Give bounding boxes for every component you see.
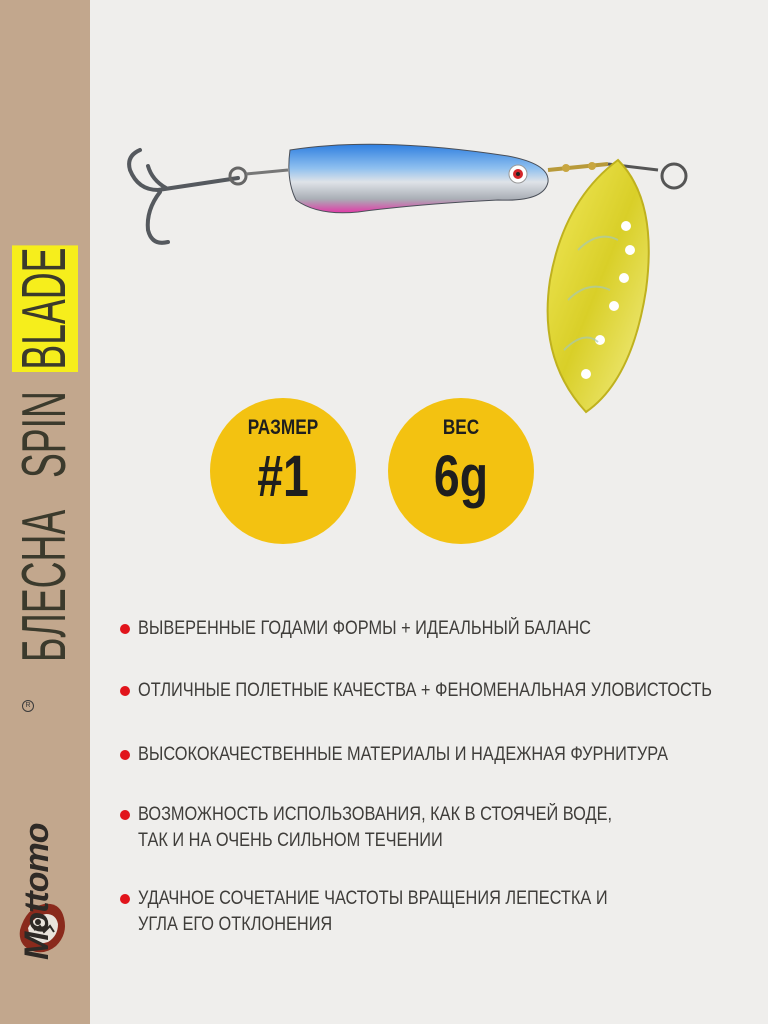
title-word-spin: SPIN [10, 391, 79, 479]
list-item: ВЫСОКОКАЧЕСТВЕННЫЕ МАТЕРИАЛЫ И НАДЕЖНАЯ ФУРНИТУРА [118, 742, 768, 768]
spinner-lure-image [118, 130, 718, 430]
list-item: ВОЗМОЖНОСТЬ ИСПОЛЬЗОВАНИЯ, КАК В СТОЯЧЕЙ ВОДЕ, ТАК И НА ОЧЕНЬ СИЛЬНОМ ТЕЧЕНИИ [118, 802, 768, 854]
registered-mark: R [22, 700, 34, 712]
bullet-icon [120, 750, 130, 760]
bullet-icon [120, 624, 130, 634]
bullet-icon [120, 686, 130, 696]
weight-label: ВЕС [442, 416, 480, 439]
weight-value: 6g [433, 444, 489, 509]
vertical-product-title [12, 160, 78, 662]
title-word-blade: BLADE [12, 245, 78, 372]
size-label: РАЗМЕР [247, 416, 319, 439]
list-item: ОТЛИЧНЫЕ ПОЛЕТНЫЕ КАЧЕСТВА + ФЕНОМЕНАЛЬНАЯ УЛОВИСТОСТЬ [118, 678, 768, 704]
weight-badge [388, 398, 534, 544]
list-item: УДАЧНОЕ СОЧЕТАНИЕ ЧАСТОТЫ ВРАЩЕНИЯ ЛЕПЕСТКА И УГЛА ЕГО ОТКЛОНЕНИЯ [118, 886, 768, 938]
size-value: #1 [257, 444, 309, 509]
title-word-blesna: БЛЕСНА [10, 509, 79, 662]
bullet-icon [120, 894, 130, 904]
list-item: ВЫВЕРЕННЫЕ ГОДАМИ ФОРМЫ + ИДЕАЛЬНЫЙ БАЛАНС [118, 616, 768, 642]
bullet-icon [120, 810, 130, 820]
brand-wordmark: Mottomo [18, 823, 56, 960]
size-badge [210, 398, 356, 544]
